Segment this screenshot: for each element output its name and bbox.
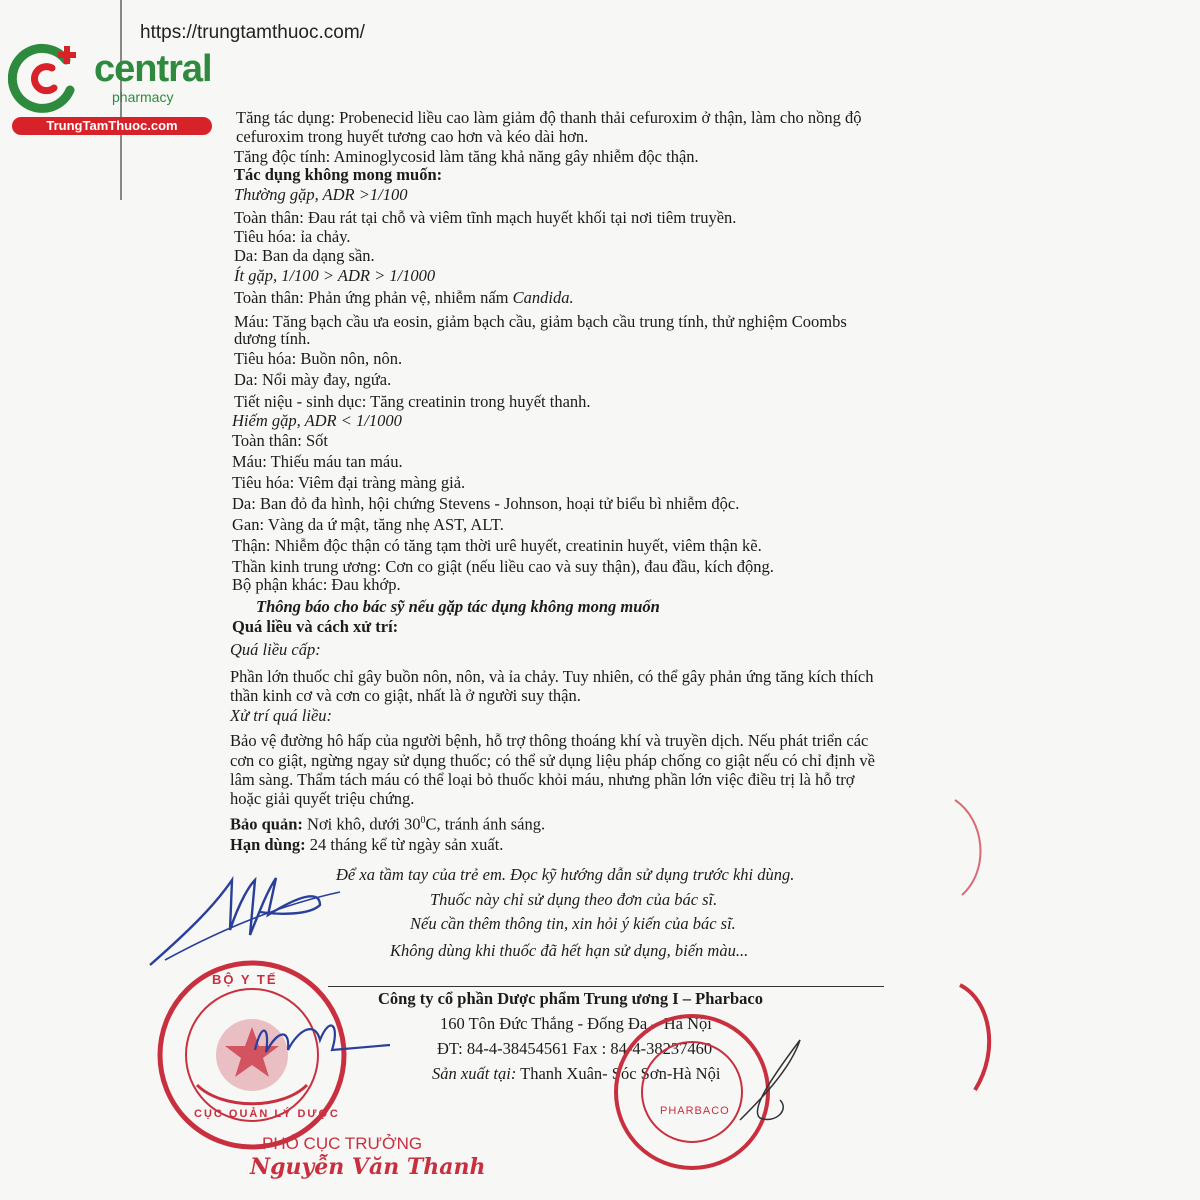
superscript-degree: 0 [420,815,426,826]
manufacture-place: Thanh Xuân- Sóc Sơn-Hà Nội [516,1064,721,1083]
text-line: cơn co giật, ngừng ngay sử dụng thuốc; có thể sử dụng liệu pháp chống co giật nếu có chỉ định về [230,751,875,770]
text-fragment: Toàn thân: Phản ứng phản vệ, nhiễm nấm [234,288,513,307]
text-line: Toàn thân: Sốt [232,431,329,450]
storage-line [230,811,545,835]
text-line: hoặc giải quyết triệu chứng. [230,789,415,808]
text-line: Máu: Thiếu máu tan máu. [232,452,403,471]
expiry-label: Hạn dùng: [230,835,306,854]
text-line: lâm sàng. Thẩm tách máu có thể loại bỏ thuốc khỏi máu, nhưng phần lớn việc điều trị là hỗ trợ [230,770,855,789]
text-line: Da: Ban đỏ đa hình, hội chứng Stevens - Johnson, hoại tử biểu bì nhiễm độc. [232,494,740,513]
text-line: dương tính. [234,329,311,348]
text-line: Tiêu hóa: Buồn nôn, nôn. [234,349,403,368]
text-line [234,288,574,308]
section-heading-overdose: Quá liều và cách xử trí: [232,617,399,636]
text-fragment-italic: Candida. [512,288,574,307]
company-address: 160 Tôn Đức Thắng - Đống Đa – Hà Nội [440,1014,712,1033]
text-line: Toàn thân: Đau rát tại chỗ và viêm tĩnh mạch huyết khối tại nơi tiêm truyền. [234,208,737,227]
text-fragment: C, tránh ánh sáng. [425,814,546,834]
logo-wordmark: central [94,48,212,90]
text-line: Bảo vệ đường hô hấp của người bệnh, hỗ trợ thông thoáng khí và truyền dịch. Nếu phát triển các [230,731,869,750]
warning-line: Nếu cần thêm thông tin, xin hỏi ý kiến của bác sĩ. [410,914,736,933]
warning-line: Không dùng khi thuốc đã hết hạn sử dụng, biến màu... [390,941,749,960]
section-heading-adverse-effects: Tác dụng không mong muốn: [234,165,443,184]
text-line: Tăng độc tính: Aminoglycosid làm tăng khả năng gây nhiễm độc thận. [234,147,699,166]
text-line: Bộ phận khác: Đau khớp. [232,575,401,594]
text-line: Tiêu hóa: Viêm đại tràng màng giả. [232,473,466,492]
text-line: Máu: Tăng bạch cầu ưa eosin, giảm bạch cầu, giảm bạch cầu trung tính, thử nghiệm Coombs [234,312,847,331]
subheading-common: Thường gặp, ADR >1/100 [234,185,408,204]
storage-label: Bảo quản: [230,814,303,834]
logo-site-bar: TrungTamThuoc.com [12,117,212,135]
text-line: Da: Nổi mày đay, ngứa. [234,370,392,389]
deputy-name: Nguyễn Văn Thanh [250,1154,486,1180]
subheading-rare: Hiếm gặp, ADR < 1/1000 [232,411,402,430]
site-url[interactable]: https://trungtamthuoc.com/ [140,22,365,43]
text-line: Tăng tác dụng: Probenecid liều cao làm giảm độ thanh thải cefuroxim ở thận, làm cho nồng độ [236,108,862,127]
text-line: Tiêu hóa: ỉa chảy. [234,227,351,246]
text-fragment: 24 tháng kể từ ngày sản xuất. [305,835,504,854]
subheading-treatment: Xử trí quá liều: [230,706,333,725]
warning-line: Thuốc này chỉ sử dụng theo đơn của bác sĩ. [430,890,718,909]
official-seal-bottom-text: CỤC QUẢN LÝ DƯỢC [194,1108,340,1120]
text-line: Gan: Vàng da ứ mật, tăng nhẹ AST, ALT. [232,515,504,534]
manufacture-site [432,1064,720,1084]
footer-divider [328,986,884,987]
warning-line: Để xa tầm tay của trẻ em. Đọc kỹ hướng dẫn sử dụng trước khi dùng. [336,865,795,884]
text-line: Thần kinh trung ương: Cơn co giật (nếu liều cao và suy thận), đau đầu, kích động. [232,557,774,576]
official-seal-top-text: BỘ Y TẾ [212,972,278,987]
company-seal-text: PHARBACO [660,1105,730,1117]
text-line: Da: Ban da dạng sần. [234,246,375,265]
notice-heading: Thông báo cho bác sỹ nếu gặp tác dụng không mong muốn [256,597,660,616]
text-line: Phần lớn thuốc chỉ gây buồn nôn, nôn, và ỉa chảy. Tuy nhiên, có thể gây phản ứng tăng kích thích [230,667,874,686]
company-phone: ĐT: 84-4-38454561 Fax : 84-4-38237460 [437,1039,713,1058]
subheading-acute-overdose: Quá liều cấp: [230,640,321,659]
manufacture-label: Sản xuất tại: [432,1064,517,1083]
text-line: Tiết niệu - sinh dục: Tăng creatinin trong huyết thanh. [234,392,591,411]
expiry-line [230,835,503,855]
deputy-title: PHÓ CỤC TRƯỞNG [262,1134,423,1153]
subheading-uncommon: Ít gặp, 1/100 > ADR > 1/1000 [234,266,436,285]
text-line: thần kinh cơ và cơn co giật, nhất là ở người suy thận. [230,686,581,705]
logo-subtitle: pharmacy [112,89,174,105]
company-name: Công ty cổ phần Dược phẩm Trung ương I – Pharbaco [378,989,763,1008]
text-line: Thận: Nhiễm độc thận có tăng tạm thời urê huyết, creatinin huyết, viêm thận kẽ. [232,536,762,555]
text-line: cefuroxim trong huyết tương cao hơn và kéo dài hơn. [236,127,589,146]
text-fragment: Nơi khô, dưới 30 [302,814,421,834]
